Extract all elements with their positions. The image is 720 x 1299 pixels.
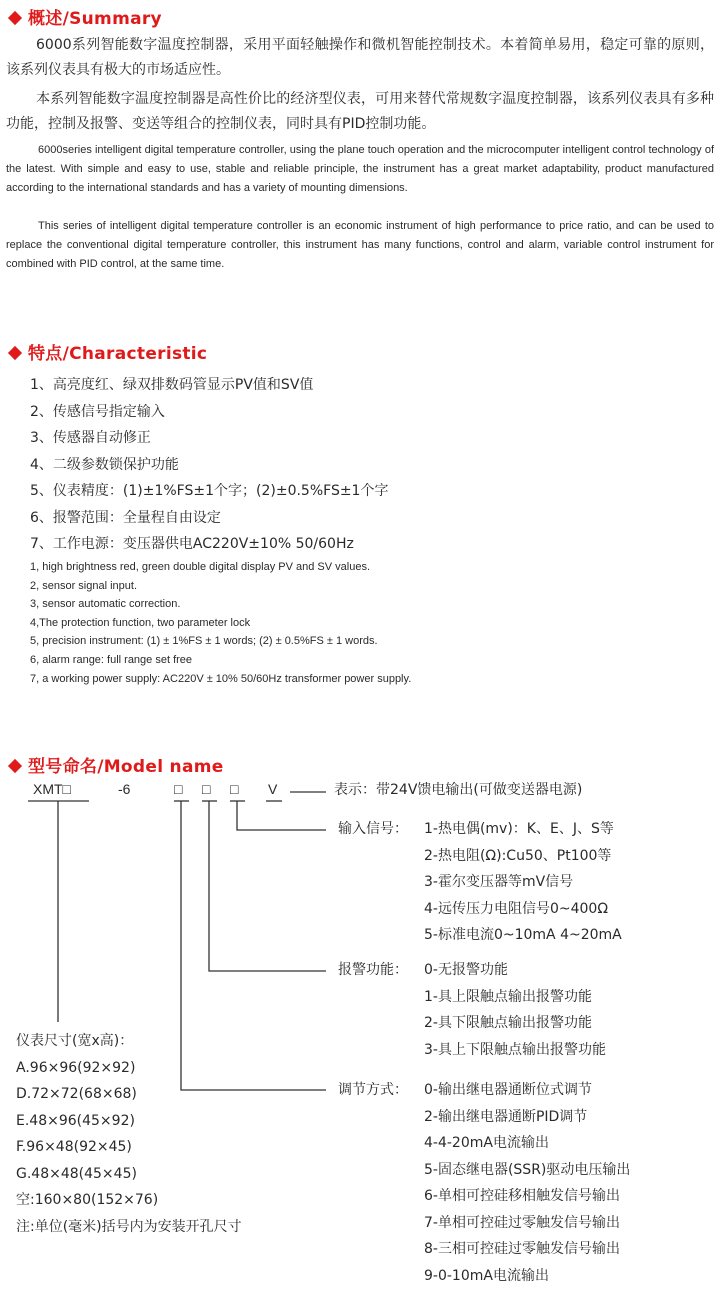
summary-title: 概述/Summary	[28, 9, 162, 29]
code-box3: □	[230, 781, 239, 797]
instrument-size-block	[16, 1028, 242, 1240]
control-mode-option: 8-三相可控硅过零触发信号输出	[424, 1241, 620, 1257]
input-signal-block	[338, 816, 622, 949]
alarm-function-option: 2-具下限触点输出报警功能	[424, 1015, 592, 1031]
instrument-size-option: G.48×48(45×45)	[16, 1165, 137, 1182]
alarm-function-label: 报警功能：	[338, 962, 408, 978]
instrument-size-note: 注:单位(毫米)括号内为安装开孔尺寸	[16, 1218, 242, 1235]
characteristic-en-item: 4,The protection function, two parameter lock	[30, 616, 251, 629]
characteristic-en-item: 2, sensor signal input.	[30, 579, 138, 592]
code-box2: □	[202, 781, 211, 797]
characteristic-title: 特点/Characteristic	[28, 344, 208, 364]
characteristic-cn-item: 3、传感器自动修正	[30, 430, 151, 446]
control-mode-option: 4-4-20mA电流输出	[424, 1135, 549, 1151]
alarm-function-option: 3-具上下限触点输出报警功能	[424, 1041, 606, 1058]
characteristic-cn-item: 7、工作电源：变压器供电AC220V±10% 50/60Hz	[30, 536, 354, 552]
input-signal-option: 3-霍尔变压器等mV信号	[424, 874, 574, 890]
code-series: -6	[118, 781, 131, 797]
characteristic-cn-item: 5、仪表精度：(1)±1%FS±1个字；(2)±0.5%FS±1个字	[30, 483, 389, 499]
control-mode-option: 5-固态继电器(SSR)驱动电压输出	[424, 1161, 631, 1178]
alarm-function-option: 0-无报警功能	[424, 962, 508, 978]
instrument-size-option: A.96×96(92×92)	[16, 1059, 136, 1076]
characteristic-en-item: 3, sensor automatic correction.	[30, 598, 181, 611]
characteristic-cn-item: 6、报警范围：全量程自由设定	[30, 509, 221, 526]
characteristic-cn-item: 1、高亮度红、绿双排数码管显示PV值和SV值	[30, 377, 314, 393]
instrument-size-option: F.96×48(92×45)	[16, 1139, 132, 1155]
instrument-size-option: 空:160×80(152×76)	[16, 1192, 159, 1208]
code-prefix: XMT□	[33, 781, 72, 797]
control-mode-block	[338, 1077, 630, 1289]
instrument-size-option: E.48×96(45×92)	[16, 1112, 135, 1129]
summary-cn-text-2: 本系列智能数字温度控制器是高性价比的经济型仪表，可用来替代常规数字温度控制器，该系列仪表具有多种功能，控制及报警、变送等组合的控制仪表，同时具有PID控制功能。	[6, 91, 714, 132]
characteristic-cn-item: 2、传感信号指定输入	[30, 403, 165, 420]
characteristic-en-item: 1, high brightness red, green double digital display PV and SV values.	[30, 561, 370, 573]
control-mode-option: 9-0-10mA电流输出	[424, 1267, 549, 1284]
instrument-size-label: 仪表尺寸(宽x高)：	[16, 1033, 134, 1049]
code-box1: □	[174, 781, 183, 797]
control-mode-label: 调节方式：	[338, 1082, 408, 1098]
instrument-size-option: D.72×72(68×68)	[16, 1086, 137, 1102]
summary-en-text-2: This series of intelligent digital temperature controller is an economic instrument of high performance to price ratio, and can be used to replace the conventional digital temperature controller, this instrument has many functions, control and alarm, variable control instrument for combined with PID control, at the same time.	[6, 220, 714, 270]
model-name-title: 型号命名/Model name	[28, 757, 224, 777]
input-signal-option: 4-远传压力电阻信号0~400Ω	[424, 900, 609, 917]
code-suffix: V	[268, 781, 278, 797]
input-signal-label: 输入信号：	[338, 821, 408, 837]
alarm-function-option: 1-具上限触点输出报警功能	[424, 988, 592, 1005]
summary-cn-text-1: 6000系列智能数字温度控制器，采用平面轻触操作和微机智能控制技术。本着简单易用，稳定可靠的原则，该系列仪表具有极大的市场适应性。	[6, 37, 714, 78]
control-mode-option: 0-输出继电器通断位式调节	[424, 1082, 592, 1098]
control-mode-option: 7-单相可控硅过零触发信号输出	[424, 1214, 620, 1231]
input-signal-option: 2-热电阻(Ω):Cu50、Pt100等	[424, 847, 612, 864]
characteristic-cn-item: 4、二级参数锁保护功能	[30, 456, 179, 473]
characteristic-en-item: 5, precision instrument: (1) ± 1%FS ± 1 words; (2) ± 0.5%FS ± 1 words.	[30, 635, 378, 648]
box2-connector	[209, 801, 326, 971]
control-mode-option: 6-单相可控硅移相触发信号输出	[424, 1188, 620, 1204]
alarm-function-block	[338, 957, 606, 1063]
suffix-note: 表示：带24V馈电输出(可做变送器电源)	[334, 782, 583, 798]
control-mode-option: 2-输出继电器通断PID调节	[424, 1108, 588, 1125]
summary-en-text-1: 6000series intelligent digital temperature controller, using the plane touch operation and the microcomputer intelligent control technology of the latest. With simple and easy to use, stable and reliable principle, the instrument has a great market adaptability, product manufactured according to the international standards and has a variety of mounting dimensions.	[6, 144, 714, 194]
box3-connector	[237, 801, 326, 830]
characteristic-en-item: 6, alarm range: full range set free	[30, 653, 193, 666]
characteristic-en-item: 7, a working power supply: AC220V ± 10% 50/60Hz transformer power supply.	[30, 672, 412, 685]
input-signal-option: 1-热电偶(mv)：K、E、J、S等	[424, 821, 614, 837]
input-signal-option: 5-标准电流0~10mA 4~20mA	[424, 927, 622, 943]
